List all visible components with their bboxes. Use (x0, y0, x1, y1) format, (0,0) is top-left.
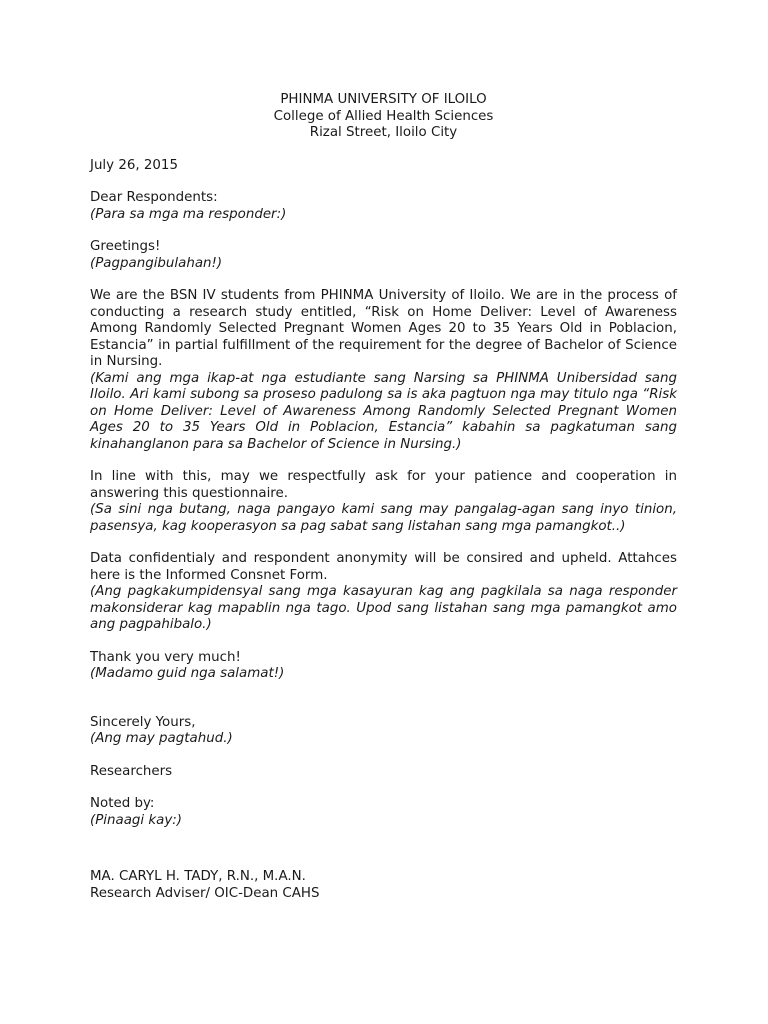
paragraph-request (90, 469, 677, 535)
thanks (90, 650, 677, 683)
closing-english: Sincerely Yours, (90, 714, 196, 730)
paragraph-introduction (90, 288, 677, 453)
letterhead (90, 92, 677, 142)
paragraph-request-english: In line with this, may we respectfully ask for your patience and cooperation in answering this questionnaire. (90, 469, 677, 501)
college-name: College of Allied Health Sciences (273, 108, 494, 124)
paragraph-request-hiligaynon: (Sa sini nga butang, naga pangayo kami sang may pangalag-agan sang inyo tinion, pasensya, kag kooperasyon sa pag sabat sang listahan sang mga pamangkot..) (90, 502, 677, 534)
noted-by-english: Noted by: (90, 796, 155, 811)
paragraph-confidentiality (90, 551, 677, 634)
closing-hiligaynon: (Ang may pagtahud.) (90, 731, 233, 746)
paragraph-introduction-english: We are the BSN IV students from PHINMA University of Iloilo. We are in the process of conducting a research study entitled, “Risk on Home Deliver: Level of Awareness Among Randomly Selected Pregnant Women Ages 20 to 35 Years Old in Poblacion, Estancia” in partial fulfillment of the requirement for the degree of Bachelor of Science in Nursing. (90, 288, 677, 369)
thanks-english: Thank you very much! (90, 649, 241, 665)
noted-by (90, 796, 677, 829)
signatory: Researchers (90, 763, 173, 779)
greeting-hiligaynon: (Pagpangibulahan!) (90, 255, 223, 271)
paragraph-introduction-hiligaynon: (Kami ang mga ikap-at nga estudiante sang Narsing sa PHINMA Unibersidad sang Iloilo. Ari kami subong sa proseso padulong sa is aka pagtuon nga may titulo nga “Risk on Home Deliver: Level of Awareness Among Randomly Selected Pregnant Women Ages 20 to 35 Years Old in Poblacion, Estancia” kabahin sa pagkatuman sang kinahanglanon para sa Bachelor of Science in Nursing.) (90, 370, 677, 452)
greeting (90, 239, 677, 272)
salutation (90, 190, 677, 223)
letter-date: July 26, 2015 (90, 157, 178, 173)
adviser-name: MA. CARYL H. TADY, R.N., M.A.N. (90, 869, 306, 884)
paragraph-confidentiality-hiligaynon: (Ang pagkakumpidensyal sang mga kasayuran kag ang pagkilala sa naga responder makonsiderar kag mapablin nga tago. Upod sang listahan sang mga pamangkot amo ang pagpahibalo.) (90, 584, 677, 632)
university-name: PHINMA UNIVERSITY OF ILOILO (280, 92, 487, 107)
address: Rizal Street, Iloilo City (309, 125, 458, 140)
noted-by-hiligaynon: (Pinaagi kay:) (90, 812, 183, 828)
adviser-title: Research Adviser/ OIC-Dean CAHS (90, 885, 320, 901)
paragraph-confidentiality-english: Data confidentialy and respondent anonymity will be consired and upheld. Attahces here is the Informed Consnet Form. (90, 551, 677, 583)
thanks-hiligaynon: (Madamo guid nga salamat!) (90, 666, 285, 681)
adviser-signature (90, 869, 677, 902)
greeting-english: Greetings! (90, 239, 161, 254)
letter-page (90, 92, 677, 918)
salutation-hiligaynon: (Para sa mga ma responder:) (90, 206, 287, 222)
salutation-english: Dear Respondents: (90, 190, 218, 205)
closing (90, 715, 677, 748)
